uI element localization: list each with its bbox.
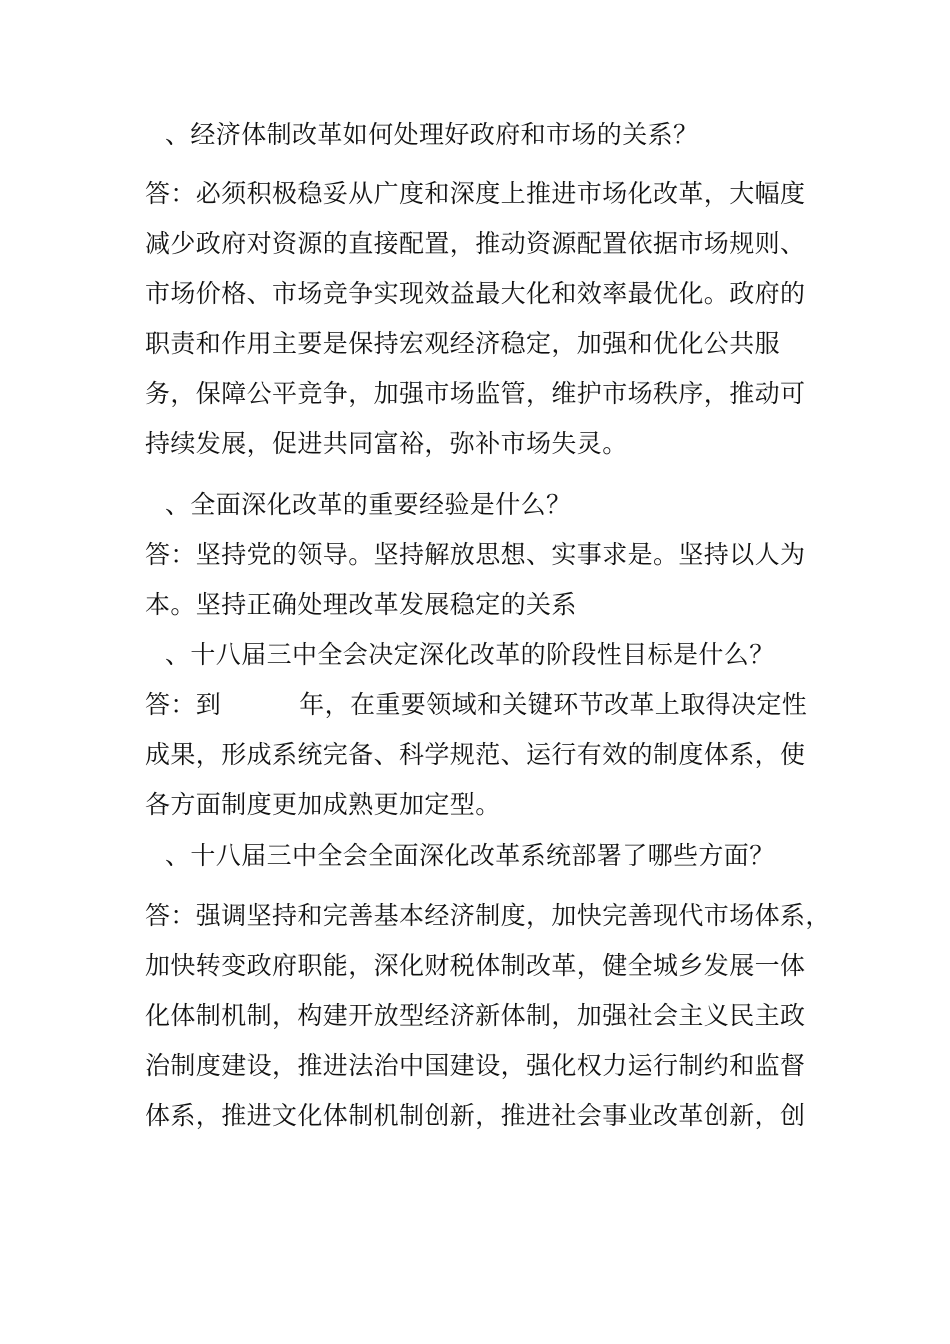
- answer-1-line-5: 务，保障公平竞争，加强市场监管，维护市场秩序，推动可: [145, 379, 806, 408]
- answer-2-line-2: 本。坚持正确处理改革发展稳定的关系: [145, 590, 577, 619]
- answer-4-line-5: 体系，推进文化体制机制创新，推进社会事业改革创新，创: [145, 1101, 806, 1130]
- answer-3-line-2: 成果，形成系统完备、科学规范、运行有效的制度体系，使: [145, 740, 806, 769]
- answer-4-line-4: 治制度建设，推进法治中国建设，强化权力运行制约和监督: [145, 1051, 806, 1080]
- question-2: 、全面深化改革的重要经验是什么？: [165, 490, 572, 519]
- question-1: 、经济体制改革如何处理好政府和市场的关系？: [165, 120, 699, 149]
- question-4: 、十八届三中全会全面深化改革系统部署了哪些方面？: [165, 841, 775, 870]
- answer-4-line-3: 化体制机制，构建开放型经济新体制，加强社会主义民主政: [145, 1001, 806, 1030]
- answer-4-line-2: 加快转变政府职能，深化财税体制改革，健全城乡发展一体: [145, 951, 806, 980]
- question-3: 、十八届三中全会决定深化改革的阶段性目标是什么？: [165, 640, 775, 669]
- answer-3-line-1-start: 答：到: [145, 690, 222, 719]
- answer-3-line-1-end: 年，在重要领域和关键环节改革上取得决定性: [299, 690, 808, 719]
- answer-3-line-3: 各方面制度更加成熟更加定型。: [145, 790, 501, 819]
- answer-3-line-1: [145, 690, 815, 720]
- answer-2-line-1: 答：坚持党的领导。坚持解放思想、实事求是。坚持以人为: [145, 540, 806, 569]
- answer-4-line-1: 答：强调坚持和完善基本经济制度，加快完善现代市场体系，: [145, 901, 831, 930]
- answer-1-line-1: 答：必须积极稳妥从广度和深度上推进市场化改革，大幅度: [145, 179, 806, 208]
- answer-1-line-4: 职责和作用主要是保持宏观经济稳定，加强和优化公共服: [145, 329, 781, 358]
- answer-1-line-6: 持续发展，促进共同富裕，弥补市场失灵。: [145, 429, 628, 458]
- answer-1-line-2: 减少政府对资源的直接配置，推动资源配置依据市场规则、: [145, 229, 806, 258]
- answer-1-line-3: 市场价格、市场竞争实现效益最大化和效率最优化。政府的: [145, 279, 806, 308]
